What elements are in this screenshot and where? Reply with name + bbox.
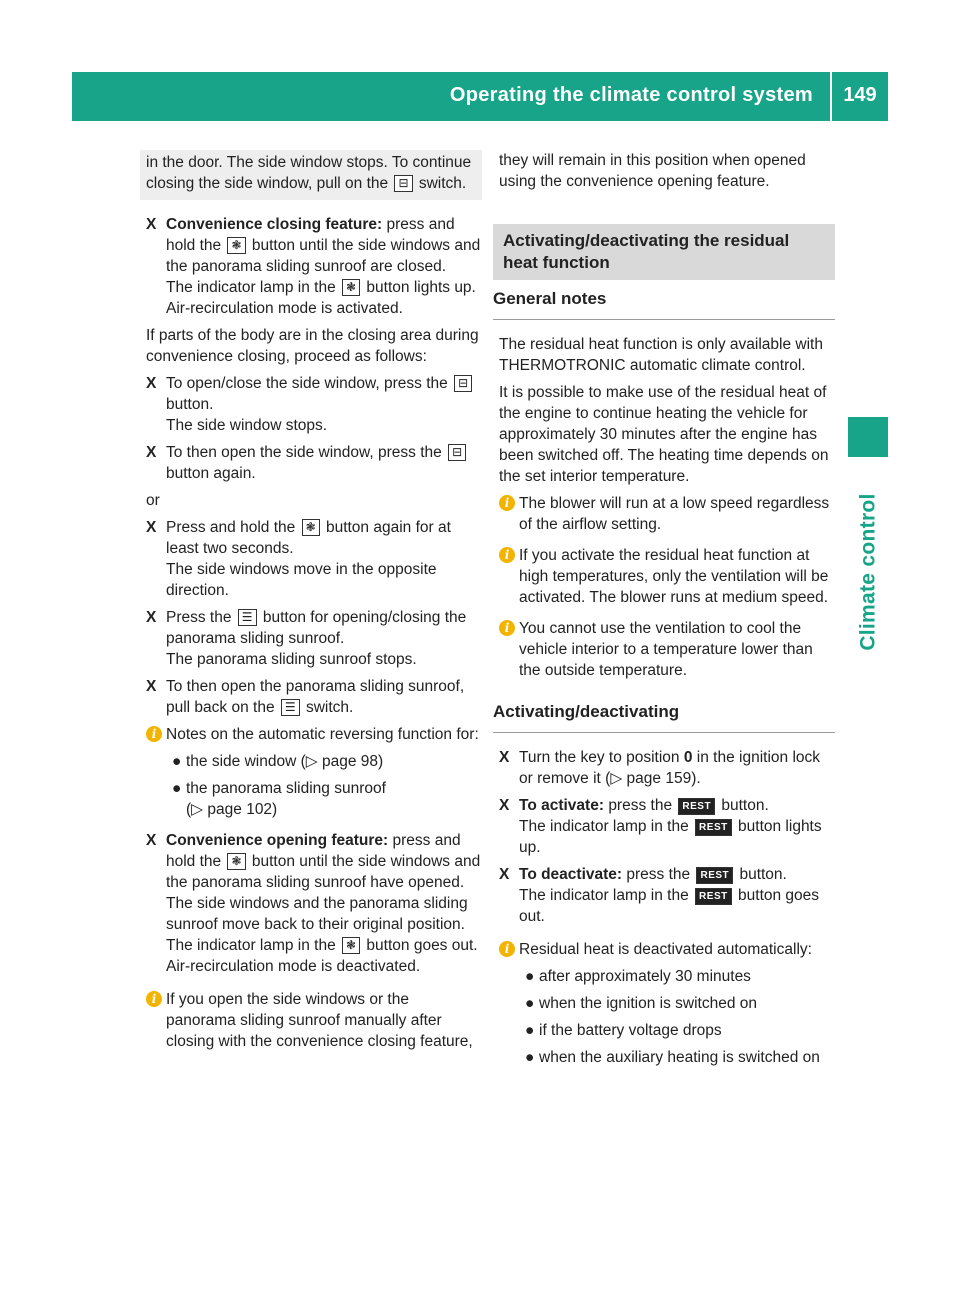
step-text: button. — [166, 396, 214, 413]
paragraph: The residual heat function is only available with THERMOTRONIC automatic climate control. — [499, 336, 823, 374]
window-switch-icon: ⊟ — [454, 375, 472, 392]
step-marker-icon: X — [146, 678, 157, 695]
fan-button-icon: ❃ — [227, 853, 245, 870]
step-text: button lights up. — [519, 818, 822, 856]
step-convenience-closing — [146, 214, 482, 319]
step-text: button lights up. Air-recirculation mode is activated. — [166, 279, 476, 317]
note-text: If you activate the residual heat function at high temperatures, only the ventilation will be activated. The blower runs at medium speed. — [519, 547, 829, 606]
bullet-icon: ● — [525, 1049, 535, 1066]
bullet-text: the side window ( — [186, 753, 306, 770]
info-icon: i — [146, 991, 162, 1007]
paragraph: If parts of the body are in the closing area during convenience closing, proceed as follows: — [146, 327, 479, 365]
step-text: To then open the panorama sliding sunroof, pull back on the — [166, 678, 465, 716]
bullet-text: after approximately 30 minutes — [539, 968, 751, 985]
step-text: button goes out. — [519, 887, 820, 925]
info-icon: i — [146, 726, 162, 742]
step-marker-icon: X — [146, 216, 157, 233]
step-text: The side windows move in the opposite direction. — [166, 561, 437, 599]
step-marker-icon: X — [146, 832, 157, 849]
step-key-position — [499, 747, 835, 789]
note-text: Residual heat is deactivated automatically: — [519, 941, 812, 958]
step-text: Press the — [166, 609, 232, 626]
page-ref-icon: ▷ — [610, 770, 623, 787]
box-text: in the door. The side window stops. To continue closing the side window, pull on the — [146, 154, 472, 192]
fan-button-icon: ❃ — [227, 237, 245, 254]
step-marker-icon: X — [146, 609, 157, 626]
step-text: The indicator lamp in the — [519, 818, 689, 835]
step-convenience-opening — [146, 830, 482, 977]
note-reversing — [146, 724, 482, 820]
info-icon: i — [499, 495, 515, 511]
info-icon: i — [499, 941, 515, 957]
section-heading: Activating/deactivating the residual heat function — [493, 224, 835, 280]
page-ref-link[interactable]: page 159). — [626, 770, 701, 787]
info-icon: i — [499, 620, 515, 636]
step-label: To deactivate: — [519, 866, 623, 883]
step-text: To open/close the side window, press the — [166, 375, 448, 392]
step-marker-icon: X — [499, 866, 510, 883]
step-label: To activate: — [519, 797, 604, 814]
step-text: button for opening/closing the panorama sliding sunroof. — [166, 609, 467, 647]
bullet-text: when the auxiliary heating is switched on — [539, 1049, 820, 1066]
step-marker-icon: X — [146, 375, 157, 392]
list-item — [519, 966, 835, 987]
step-sunroof-button — [146, 607, 482, 670]
step-marker-icon: X — [146, 444, 157, 461]
bullet-text: the panorama sliding sunroof — [186, 780, 386, 797]
note-manual-open — [146, 989, 482, 1052]
step-activate — [499, 795, 835, 858]
step-text: The indicator lamp in the — [166, 937, 336, 954]
bullet-icon: ● — [172, 780, 182, 797]
window-switch-icon: ⊟ — [394, 175, 412, 192]
fan-button-icon: ❃ — [302, 519, 320, 536]
step-label: Convenience closing feature: — [166, 216, 383, 233]
subheading-activating: Activating/deactivating — [493, 701, 835, 733]
or-text: or — [146, 492, 160, 509]
continued-box — [140, 150, 482, 200]
side-tab-label: Climate control — [856, 493, 880, 651]
step-text: switch. — [305, 699, 354, 716]
box-text-end: switch. — [418, 175, 467, 192]
info-icon: i — [499, 547, 515, 563]
note-cooling — [499, 618, 835, 681]
rest-button-icon: REST — [695, 819, 732, 836]
page-ref-link[interactable]: page 102) — [207, 801, 278, 818]
step-text: The panorama sliding sunroof stops. — [166, 651, 417, 668]
step-open-window — [146, 442, 482, 484]
step-text: press the — [626, 866, 691, 883]
rest-button-icon: REST — [678, 798, 715, 815]
note-bullets — [519, 966, 835, 1068]
list-item: ● the panorama sliding sunroof (▷ page 102) — [172, 780, 386, 818]
step-marker-icon: X — [499, 749, 510, 766]
note-text: The blower will run at a low speed regardless of the airflow setting. — [519, 495, 830, 533]
step-text: in the ignition lock or remove it ( — [519, 749, 821, 787]
step-text: The side window stops. — [166, 417, 328, 434]
step-label: Convenience opening feature: — [166, 832, 389, 849]
step-text: To then open the side window, press the — [166, 444, 442, 461]
list-item — [519, 1047, 835, 1068]
page-header — [72, 72, 888, 121]
bullet-icon: ● — [525, 968, 535, 985]
note-text: If you open the side windows or the panorama sliding sunroof manually after closing with the convenience closing feature, — [166, 991, 473, 1050]
note-bullets — [166, 751, 482, 820]
list-item — [519, 993, 835, 1014]
page-ref-link[interactable]: page 98) — [322, 753, 384, 770]
sunroof-switch-icon: ☰ — [238, 609, 257, 626]
bullet-text: when the ignition is switched on — [539, 995, 757, 1012]
step-text: press the — [608, 797, 673, 814]
step-text: press and hold the — [166, 216, 455, 254]
step-marker-icon: X — [146, 519, 157, 536]
step-text: press and hold the — [166, 832, 461, 870]
step-text: button again for at least two seconds. — [166, 519, 451, 557]
step-open-close-window — [146, 373, 482, 436]
page-ref-icon: ▷ — [305, 753, 318, 770]
bullet-icon: ● — [172, 753, 182, 770]
step-marker-icon: X — [499, 797, 510, 814]
bullet-icon: ● — [525, 1022, 535, 1039]
note-auto-deactivate — [499, 939, 835, 1068]
page-ref-icon: ▷ — [191, 801, 204, 818]
step-text: button goes out. Air-recirculation mode is deactivated. — [166, 937, 478, 975]
step-text: button until the side windows and the panorama sliding sunroof have opened. The side windows and the panorama sliding sunroof move back to their original position. — [166, 853, 481, 933]
rest-button-icon: REST — [695, 888, 732, 905]
step-press-hold — [146, 517, 482, 601]
right-column — [493, 150, 835, 1078]
fan-button-icon: ❃ — [342, 937, 360, 954]
paragraph: It is possible to make use of the residual heat of the engine to continue heating the vehicle for approximately 30 minutes after the engine has been switched off. The heating time depends on the set interior temperature. — [499, 384, 829, 485]
fan-button-icon: ❃ — [342, 279, 360, 296]
page-number: 149 — [843, 84, 877, 106]
key-position: 0 — [683, 749, 693, 766]
left-column — [146, 150, 482, 1062]
step-text: Turn the key to position — [519, 749, 680, 766]
step-text: button. — [739, 866, 787, 883]
window-switch-icon: ⊟ — [448, 444, 466, 461]
subheading-general-notes: General notes — [493, 288, 835, 320]
step-text: The indicator lamp in the — [166, 279, 336, 296]
step-text: button again. — [166, 465, 256, 482]
step-open-sunroof — [146, 676, 482, 718]
step-deactivate — [499, 864, 835, 927]
note-text: You cannot use the ventilation to cool the vehicle interior to a temperature lower than the outside temperature. — [519, 620, 813, 679]
note-high-temp — [499, 545, 835, 608]
step-text: button. — [721, 797, 769, 814]
note-blower — [499, 493, 835, 535]
step-text: Press and hold the — [166, 519, 296, 536]
list-item — [166, 751, 482, 772]
list-item — [519, 1020, 835, 1041]
chapter-title: Operating the climate control system — [449, 84, 813, 106]
bullet-text: if the battery voltage drops — [539, 1022, 722, 1039]
continued-text: they will remain in this position when opened using the convenience opening feature. — [499, 152, 806, 190]
step-text: button until the side windows and the panorama sliding sunroof are closed. — [166, 237, 481, 275]
note-text: Notes on the automatic reversing function for: — [166, 726, 479, 743]
sunroof-switch-icon: ☰ — [281, 699, 300, 716]
bullet-icon: ● — [525, 995, 535, 1012]
rest-button-icon: REST — [696, 867, 733, 884]
step-text: The indicator lamp in the — [519, 887, 689, 904]
side-tab-marker — [848, 417, 888, 457]
